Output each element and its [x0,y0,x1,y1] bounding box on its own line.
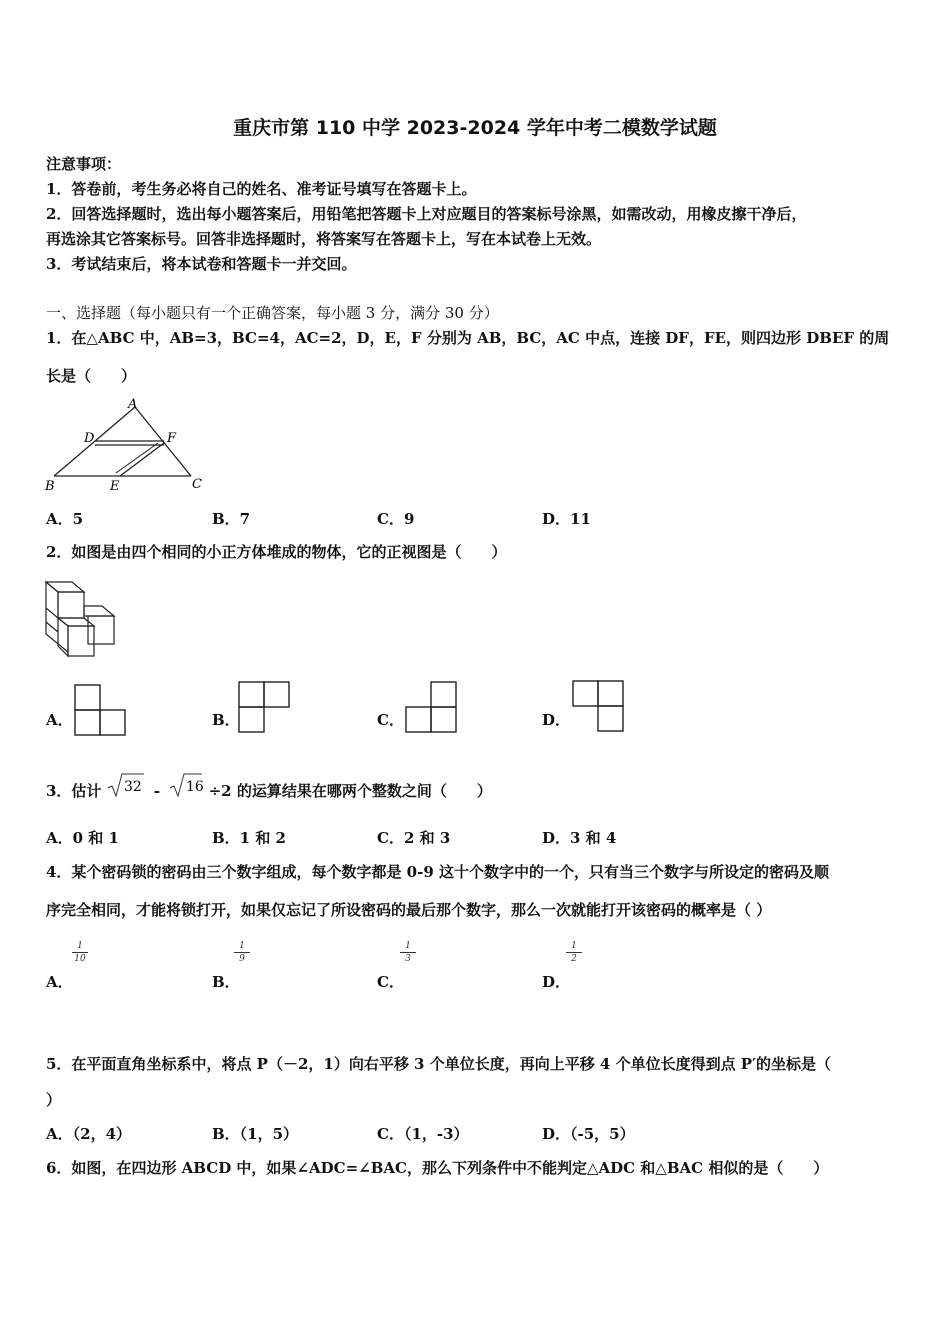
q4-option-b-letter: B． [212,973,240,991]
vertex-label: E [110,479,120,494]
q3-line [46,780,492,801]
q5-text-cont: ） [46,1091,62,1109]
q3-suffix: ÷2 的运算结果在哪两个整数之间（ ） [208,782,492,800]
q3-prefix: 3．估计 [46,782,102,800]
q4-option-a-letter: A． [46,973,73,991]
q4-text-cont: 序完全相同，才能将锁打开，如果仅忘记了所设密码的最后那个数字，那么一次就能打开该密码的概率是（ ） [46,901,772,919]
sqrt-32-expression [107,772,145,798]
q5-option-a: A．（2，4） [46,1125,132,1143]
radicand: 32 [123,779,142,795]
q4-fraction-a: $\frac{1}{10}$ [72,941,88,965]
q2-option-c-letter: C． [377,711,404,729]
section-heading: 一、选择题（每小题只有一个正确答案，每小题 3 分，满分 30 分） [46,304,499,322]
q5-option-c: C．（1，-3） [377,1125,469,1143]
q1-text-cont: 长是（ ） [46,367,137,385]
q3-option-a: A．0 和 1 [46,829,119,847]
q2-option-d-letter: D． [542,711,571,729]
q4-fraction-d: $\frac{1}{2}$ [566,941,582,965]
q2-text: 2．如图是由四个相同的小正方体堆成的物体，它的正视图是（ ） [46,543,507,561]
q2-cube-figure [40,578,120,660]
q2-option-d-view [572,680,624,732]
vertex-label: C [192,477,202,492]
vertex-label: B [45,479,55,494]
notice-item: 2．回答选择题时，选出每小题答案后，用铅笔把答题卡上对应题目的答案标号涂黑，如需改动，用橡皮擦干净后， [46,205,807,223]
q4-fraction-b: $\frac{1}{9}$ [234,941,250,965]
q2-option-c-view [405,681,457,733]
q5-option-b: B．（1，5） [212,1125,299,1143]
page-title: 重庆市第 110 中学 2023-2024 学年中考二模数学试题 [233,117,717,139]
notice-heading: 注意事项： [46,155,122,173]
q3-option-b: B．1 和 2 [212,829,286,847]
notice-item: 1．答卷前，考生务必将自己的姓名、准考证号填写在答题卡上。 [46,180,477,198]
minus-sign: - [153,782,161,800]
q6-text: 6．如图，在四边形 ABCD 中，如果∠ADC=∠BAC，那么下列条件中不能判定△ADC 和△BAC 相似的是（ ） [46,1159,829,1177]
q1-text: 1．在△ABC 中，AB=3，BC=4，AC=2，D，E，F 分别为 AB，BC，AC 中点，连接 DF，FE，则四边形 DBEF 的周 [46,329,890,347]
notice-item: 3．考试结束后，将本试卷和答题卡一并交回。 [46,255,357,273]
q5-text: 5．在平面直角坐标系中，将点 P（－2，1）向右平移 3 个单位长度，再向上平移 4 个单位长度得到点 P′的坐标是（ [46,1055,832,1073]
notice-item: 再选涂其它答案标号。回答非选择题时，将答案写在答题卡上，写在本试卷上无效。 [46,230,602,248]
vertex-label: D [84,431,95,446]
q2-option-b-view [238,681,290,733]
q4-fraction-c: $\frac{1}{3}$ [400,941,416,965]
q4-option-d-letter: D． [542,973,571,991]
q3-option-c: C．2 和 3 [377,829,451,847]
q1-option-d: D．11 [542,510,591,528]
q2-option-a-view [74,684,126,736]
q2-option-a-letter: A． [46,711,73,729]
q1-triangle-figure [40,393,220,495]
q1-option-a: A．5 [46,510,84,528]
q1-option-c: C．9 [377,510,415,528]
q4-option-c-letter: C． [377,973,404,991]
q1-option-b: B．7 [212,510,251,528]
vertex-label: F [167,431,177,446]
q4-text: 4．某个密码锁的密码由三个数字组成，每个数字都是 0-9 这十个数字中的一个，只有当三个数字与所设定的密码及顺 [46,863,829,881]
q5-option-d: D．（-5，5） [542,1125,635,1143]
vertex-label: A [128,397,138,412]
q2-option-b-letter: B． [212,711,240,729]
sqrt-16-expression [169,772,203,798]
radicand: 16 [186,779,204,795]
q3-option-d: D．3 和 4 [542,829,617,847]
